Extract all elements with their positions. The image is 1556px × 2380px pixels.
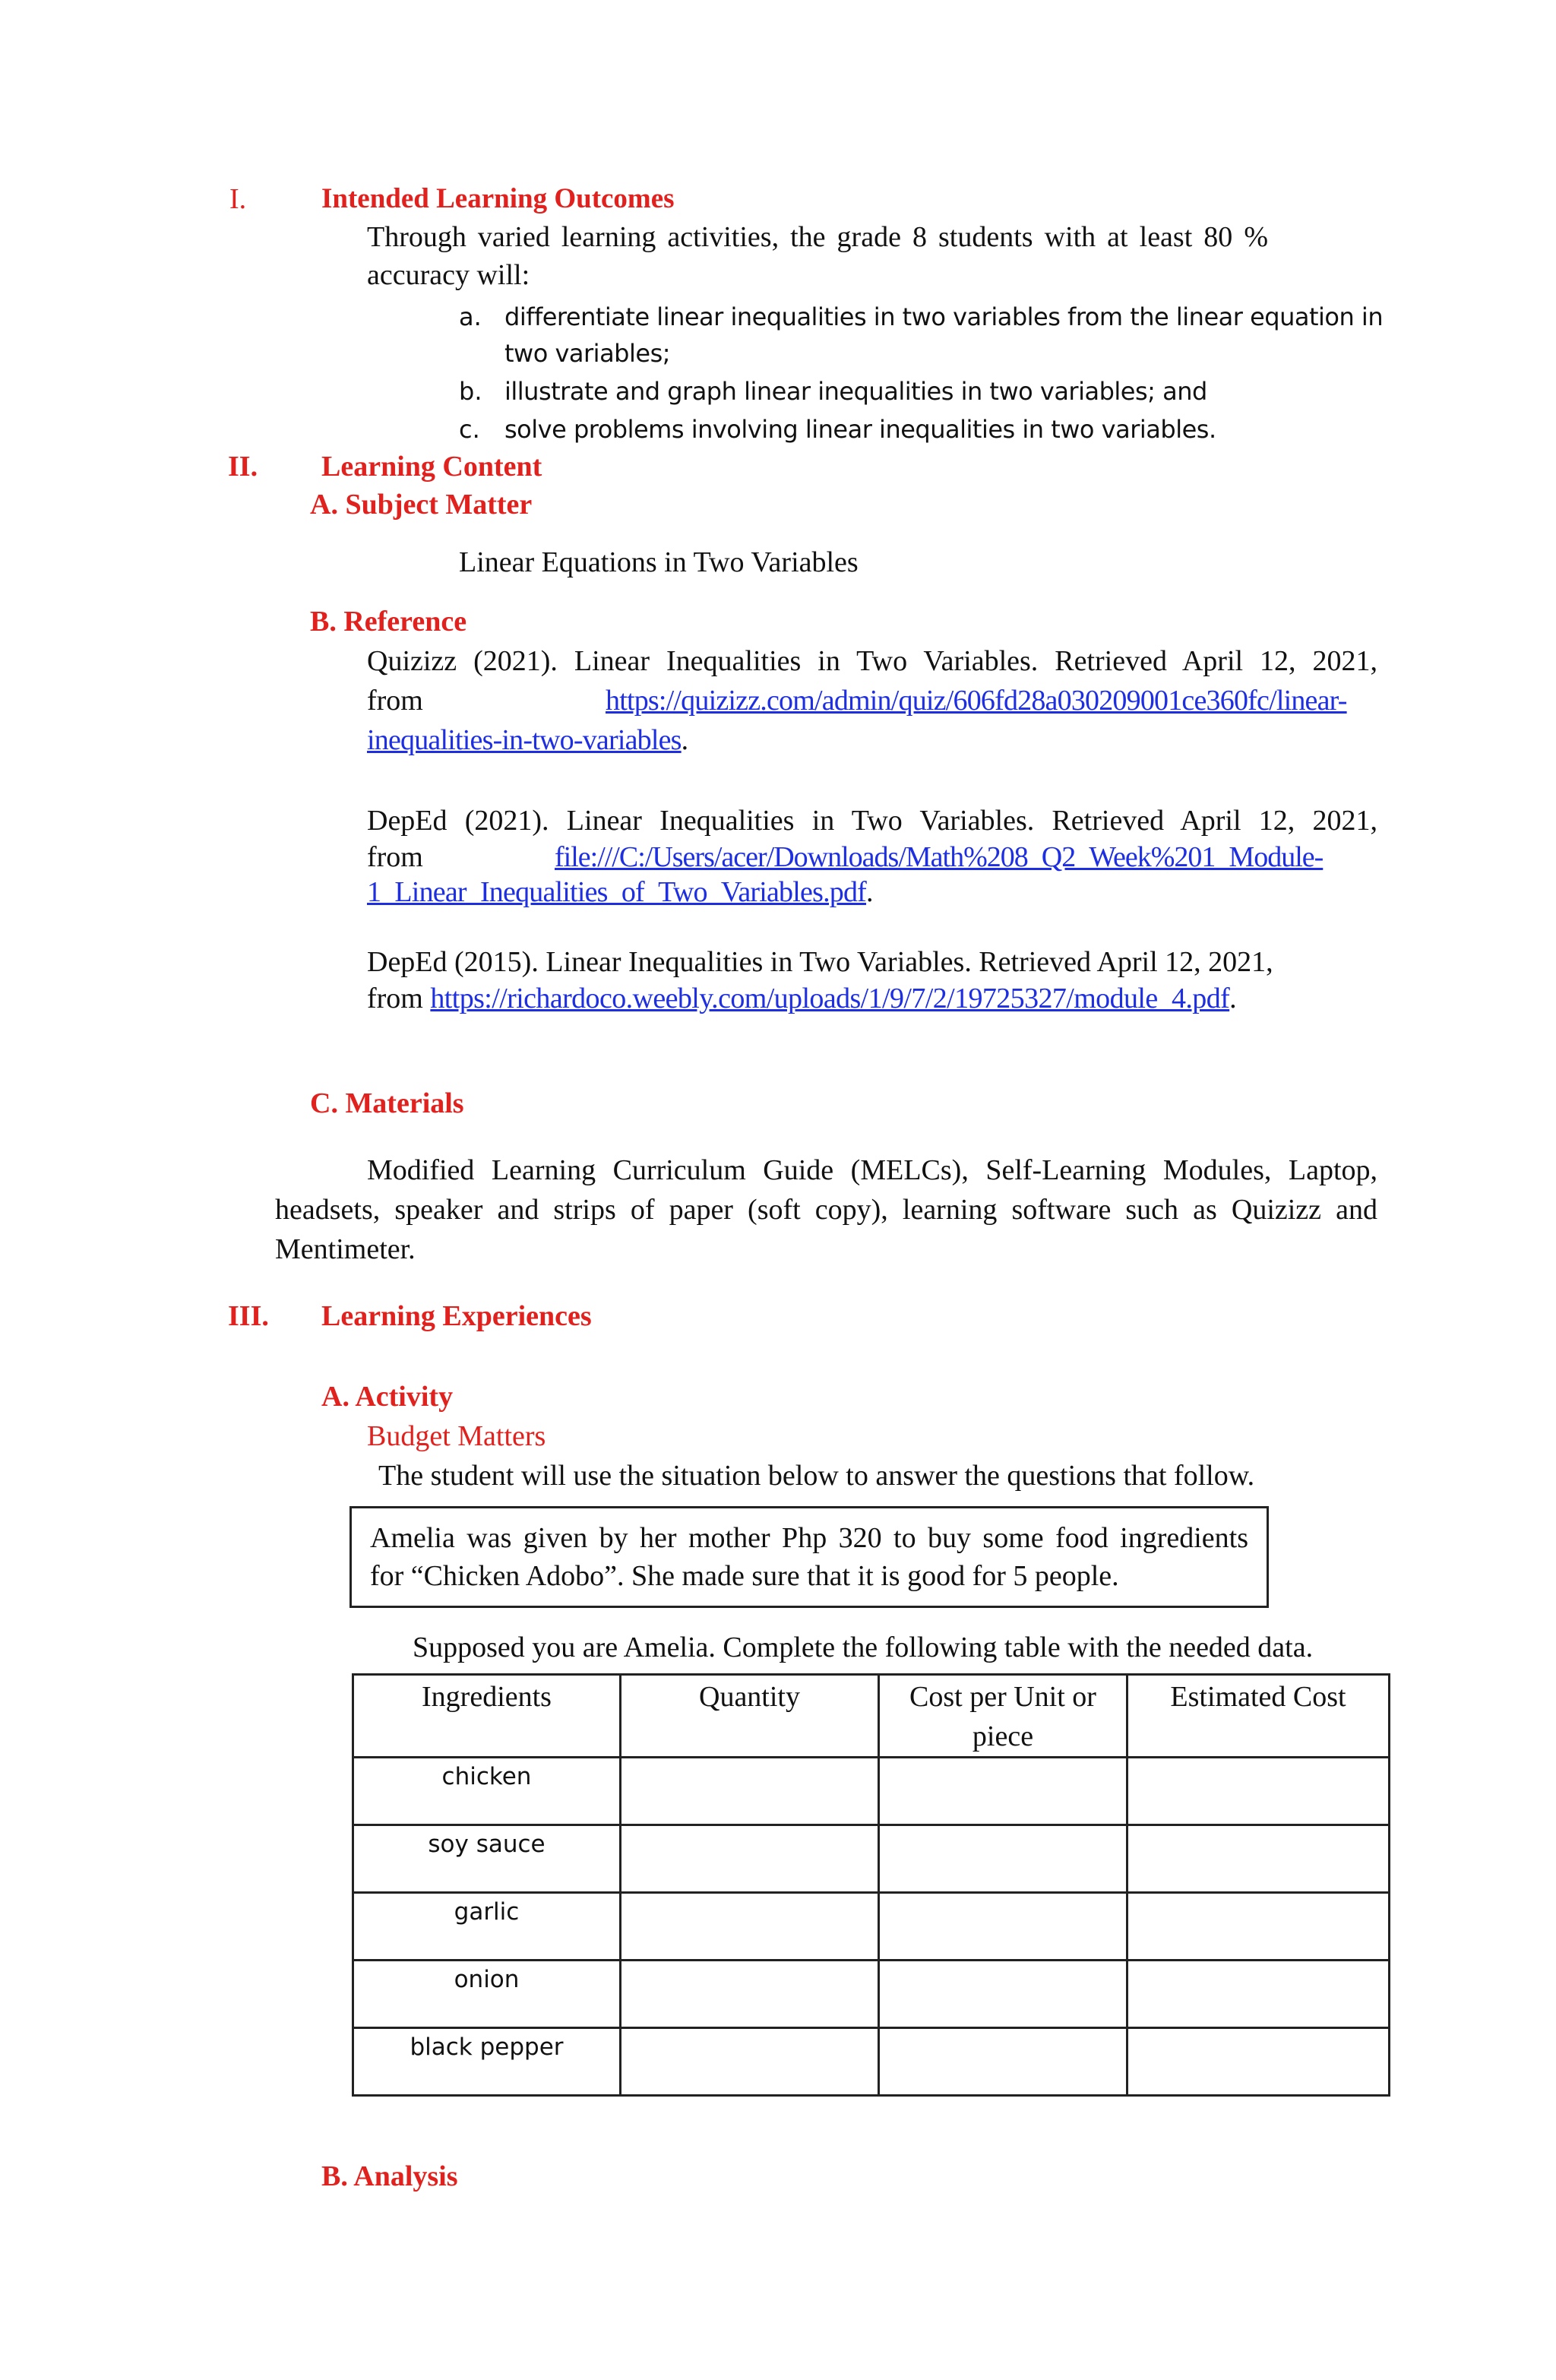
subject-matter-text: Linear Equations in Two Variables xyxy=(459,546,859,578)
estimated-cost-cell[interactable] xyxy=(1127,1758,1390,1825)
quantity-cell[interactable] xyxy=(621,2028,879,2096)
situation-line-2: for “Chicken Adobo”. She made sure that it is good for 5 people. xyxy=(370,1560,1119,1592)
section-2-title: Learning Content xyxy=(321,451,542,483)
materials-line-3: Mentimeter. xyxy=(275,1233,416,1265)
section-1-numeral: I. xyxy=(229,183,247,215)
section-2-numeral: II. xyxy=(228,451,258,483)
section-3-title: Learning Experiences xyxy=(321,1300,592,1332)
estimated-cost-cell[interactable] xyxy=(1127,1825,1390,1893)
reference-1-period: . xyxy=(681,724,689,756)
estimated-cost-cell[interactable] xyxy=(1127,1961,1390,2028)
reference-1-link-continued[interactable]: inequalities-in-two-variables xyxy=(367,724,682,756)
quantity-cell[interactable] xyxy=(621,1961,879,2028)
cost-per-unit-cell[interactable] xyxy=(879,1961,1127,2028)
reference-2-link[interactable]: file:///C:/Users/acer/Downloads/Math%208_Q2_Week%201_Module- xyxy=(555,841,1324,873)
ingredients-table xyxy=(352,1673,1390,2097)
table-row xyxy=(353,1893,1390,1961)
reference-3-line-1: DepEd (2015). Linear Inequalities in Two Variables. Retrieved April 12, 2021, xyxy=(367,946,1273,978)
table-header-row xyxy=(353,1675,1390,1758)
objective-b-text: illustrate and graph linear inequalities in two variables; and xyxy=(504,377,1207,406)
cost-per-unit-cell[interactable] xyxy=(879,2028,1127,2096)
objective-c-text: solve problems involving linear inequalities in two variables. xyxy=(504,415,1216,444)
reference-2-from: from xyxy=(367,841,423,873)
reference-3-link[interactable]: https://richardoco.weebly.com/uploads/1/9/7/2/19725327/module_4.pdf xyxy=(430,983,1230,1014)
ingredient-cell: soy sauce xyxy=(353,1825,621,1893)
header-quantity: Quantity xyxy=(621,1675,879,1758)
cost-per-unit-cell[interactable] xyxy=(879,1758,1127,1825)
objective-a-letter: a. xyxy=(459,302,482,331)
ingredient-cell: black pepper xyxy=(353,2028,621,2096)
table-row xyxy=(353,1758,1390,1825)
analysis-heading: B. Analysis xyxy=(321,2160,458,2192)
objective-c-letter: c. xyxy=(459,415,480,444)
reference-3-period: . xyxy=(1229,983,1237,1014)
reference-3-from: from xyxy=(367,983,423,1014)
estimated-cost-cell[interactable] xyxy=(1127,1893,1390,1961)
table-intro: Supposed you are Amelia. Complete the following table with the needed data. xyxy=(413,1632,1314,1663)
ingredient-cell: chicken xyxy=(353,1758,621,1825)
reference-2-link-line-2 xyxy=(367,875,874,909)
situation-line-1: Amelia was given by her mother Php 320 to buy some food ingredients xyxy=(370,1522,1248,1554)
intro-line-1: Through varied learning activities, the grade 8 students with at least 80 % xyxy=(367,221,1268,253)
table-row xyxy=(353,2028,1390,2096)
materials-line-2: headsets, speaker and strips of paper (soft copy), learning software such as Quizizz and xyxy=(275,1194,1377,1226)
cost-per-unit-cell[interactable] xyxy=(879,1893,1127,1961)
quantity-cell[interactable] xyxy=(621,1893,879,1961)
section-3-numeral: III. xyxy=(228,1300,269,1332)
reference-1-from: from xyxy=(367,685,423,717)
reference-3-line-2 xyxy=(367,982,1237,1015)
subject-matter-heading: A. Subject Matter xyxy=(310,489,533,521)
objective-a-text-2: two variables; xyxy=(504,339,671,368)
ingredient-cell: onion xyxy=(353,1961,621,2028)
activity-heading: A. Activity xyxy=(321,1381,454,1413)
quantity-cell[interactable] xyxy=(621,1825,879,1893)
reference-1-link[interactable]: https://quizizz.com/admin/quiz/606fd28a030209001ce360fc/linear- xyxy=(606,685,1347,717)
activity-subtitle: Budget Matters xyxy=(367,1420,546,1452)
header-ingredients: Ingredients xyxy=(353,1675,621,1758)
table-row xyxy=(353,1961,1390,2028)
objective-b-letter: b. xyxy=(459,377,482,406)
estimated-cost-cell[interactable] xyxy=(1127,2028,1390,2096)
situation-box xyxy=(349,1506,1269,1608)
cost-per-unit-cell[interactable] xyxy=(879,1825,1127,1893)
header-estimated-cost: Estimated Cost xyxy=(1127,1675,1390,1758)
objective-a-text-1: differentiate linear inequalities in two variables from the linear equation in xyxy=(504,302,1384,331)
reference-2-period: . xyxy=(866,876,874,908)
reference-2-line-1: DepEd (2021). Linear Inequalities in Two Variables. Retrieved April 12, 2021, xyxy=(367,805,1377,837)
activity-instruction: The student will use the situation below to answer the questions that follow. xyxy=(378,1460,1255,1492)
reference-2-link-continued[interactable]: 1_Linear_Inequalities_of_Two_Variables.pdf xyxy=(367,876,867,908)
intro-line-2: accuracy will: xyxy=(367,259,530,291)
reference-1-line-1: Quizizz (2021). Linear Inequalities in Two Variables. Retrieved April 12, 2021, xyxy=(367,645,1377,677)
reference-1-link-line-2 xyxy=(367,723,688,757)
header-cost-per-unit: Cost per Unit or piece xyxy=(879,1675,1127,1758)
ingredient-cell: garlic xyxy=(353,1893,621,1961)
reference-heading: B. Reference xyxy=(310,606,467,638)
materials-line-1: Modified Learning Curriculum Guide (MELCs), Self-Learning Modules, Laptop, xyxy=(367,1154,1377,1186)
quantity-cell[interactable] xyxy=(621,1758,879,1825)
section-1-title: Intended Learning Outcomes xyxy=(321,183,675,214)
table-row xyxy=(353,1825,1390,1893)
materials-heading: C. Materials xyxy=(310,1087,464,1119)
